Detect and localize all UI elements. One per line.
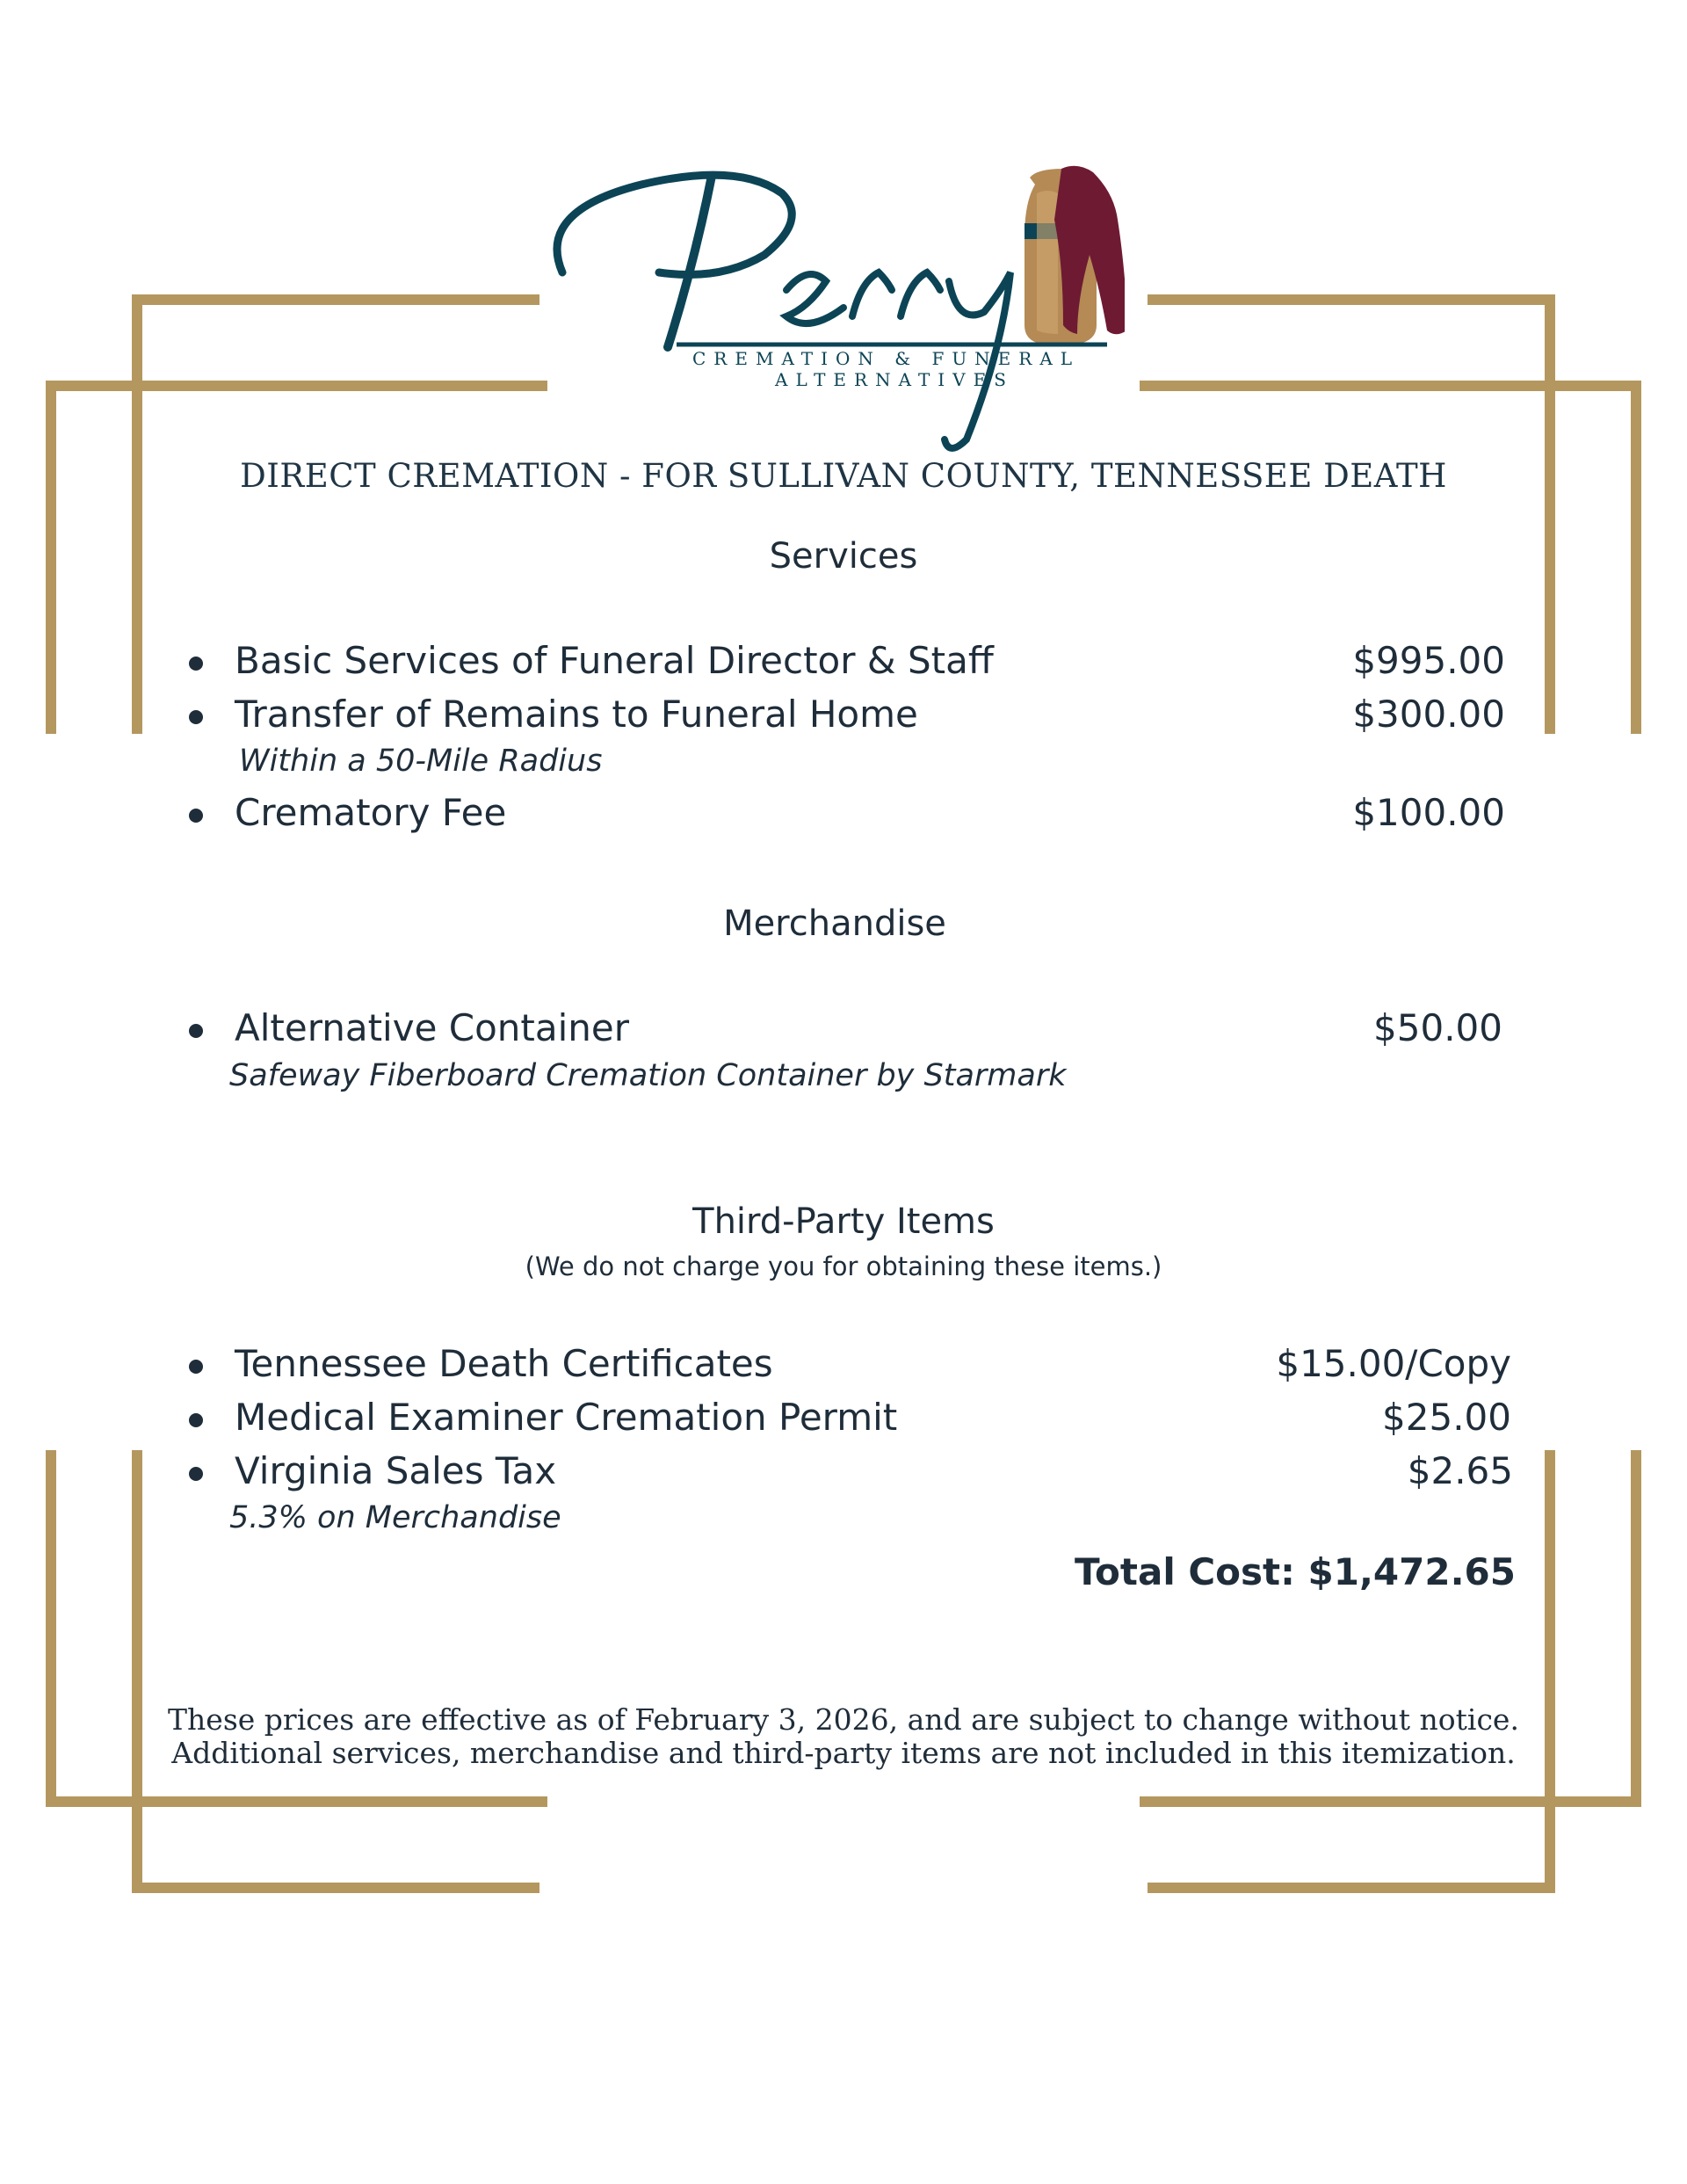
frame-line xyxy=(46,381,547,391)
bullet-icon xyxy=(189,1467,203,1481)
item-price: $300.00 xyxy=(1352,693,1505,736)
frame-line xyxy=(132,1450,142,1893)
footer-disclaimer xyxy=(0,1703,1687,1770)
item-price: $995.00 xyxy=(1352,639,1505,682)
section-subnote: (We do not charge you for obtaining these items.) xyxy=(525,1252,1162,1281)
frame-line xyxy=(1148,1883,1555,1893)
bullet-icon xyxy=(189,1413,203,1427)
frame-line xyxy=(132,294,539,305)
item-note: Within a 50-Mile Radius xyxy=(239,744,603,779)
item-note: Safeway Fiberboard Cremation Container by Starmark xyxy=(229,1058,1067,1093)
item-label: Crematory Fee xyxy=(235,791,507,834)
item-label: Transfer of Remains to Funeral Home xyxy=(235,693,918,736)
bullet-icon xyxy=(189,1024,203,1038)
item-label: Virginia Sales Tax xyxy=(235,1449,557,1492)
logo-script xyxy=(557,175,1010,448)
section-heading-third-party: Third-Party Items xyxy=(692,1201,995,1242)
footer-line-2: Additional services, merchandise and third-party items are not included in this itemization. xyxy=(171,1736,1516,1770)
frame-line xyxy=(1545,294,1555,734)
section-heading-merchandise: Merchandise xyxy=(723,903,946,944)
logo-line-1: CREMATION & FUNERAL xyxy=(692,348,1081,369)
bullet-icon xyxy=(189,809,203,823)
item-price: $100.00 xyxy=(1352,791,1505,834)
total-cost: Total Cost: $1,472.65 xyxy=(1074,1550,1516,1593)
item-price: $25.00 xyxy=(1382,1396,1511,1439)
section-heading-services: Services xyxy=(769,536,918,577)
item-label: Medical Examiner Cremation Permit xyxy=(235,1396,898,1439)
bullet-icon xyxy=(189,657,203,671)
logo-line-2: ALTERNATIVES xyxy=(775,369,1014,390)
item-label: Tennessee Death Certificates xyxy=(235,1342,773,1385)
bullet-icon xyxy=(189,1360,203,1374)
frame-line xyxy=(1140,1796,1641,1807)
item-label: Alternative Container xyxy=(235,1006,630,1049)
footer-line-1: These prices are effective as of February 3, 2026, and are subject to change without notice. xyxy=(168,1702,1519,1737)
logo-artwork xyxy=(545,158,1125,475)
item-price: $50.00 xyxy=(1373,1006,1502,1049)
item-label: Basic Services of Funeral Director & Staff xyxy=(235,639,994,682)
frame-line xyxy=(1148,294,1555,305)
bullet-icon xyxy=(189,710,203,724)
page-title: DIRECT CREMATION - FOR SULLIVAN COUNTY, TENNESSEE DEATH xyxy=(240,457,1447,495)
frame-line xyxy=(1140,381,1641,391)
frame-line xyxy=(46,1796,547,1807)
item-note: 5.3% on Merchandise xyxy=(229,1500,561,1535)
frame-line xyxy=(132,1883,539,1893)
frame-line xyxy=(1545,1450,1555,1893)
item-price: $15.00/Copy xyxy=(1276,1342,1511,1385)
frame-line xyxy=(132,294,142,734)
perry-logo xyxy=(545,158,1125,475)
item-price: $2.65 xyxy=(1407,1449,1513,1492)
